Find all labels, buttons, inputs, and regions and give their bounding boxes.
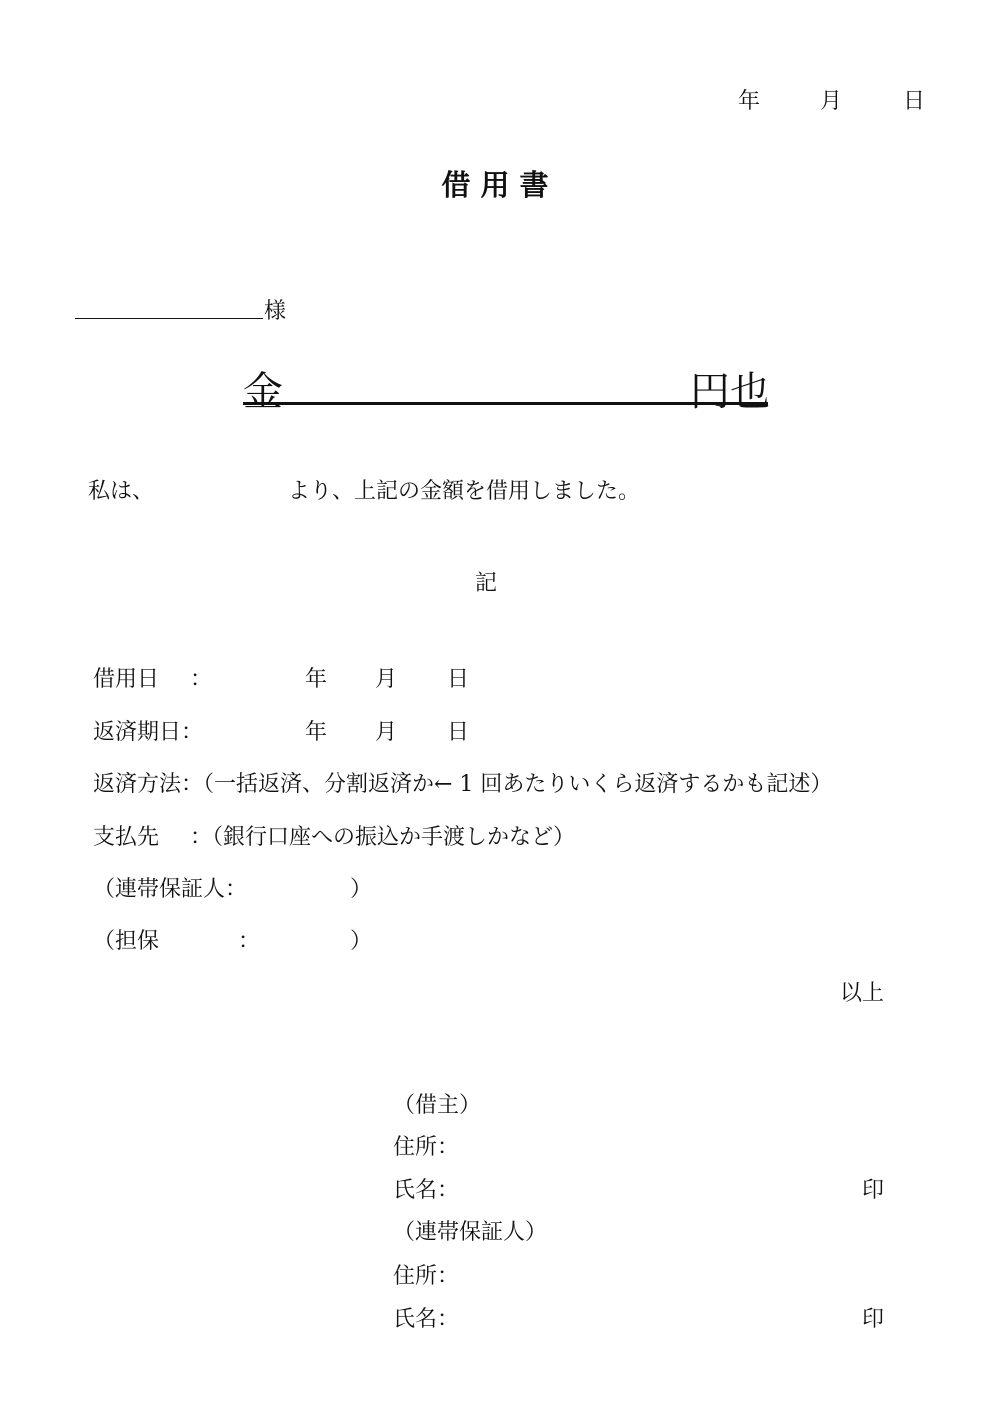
- amount-suffix: 円也: [690, 369, 770, 415]
- guarantor-name-label: 氏名：: [393, 1307, 460, 1332]
- statement-part1: 私は、: [88, 479, 155, 504]
- guarantor-close: ）: [350, 877, 373, 902]
- borrow-date-day: 日: [447, 667, 470, 692]
- document-title: 借用書: [441, 168, 559, 202]
- header-day: 日: [903, 89, 926, 114]
- borrow-date-month: 月: [375, 667, 398, 692]
- payee-text: ：（銀行口座への振込か手渡しかなど）: [190, 825, 576, 850]
- borrower-name-label: 氏名：: [393, 1178, 460, 1203]
- borrower-address-label: 住所：: [393, 1135, 460, 1160]
- payee-label: 支払先: [93, 825, 160, 850]
- statement-part2: より、上記の金額を借用しました。: [288, 479, 641, 504]
- collateral-open: （担保: [93, 929, 160, 954]
- guarantor-sig-heading: （連帯保証人）: [393, 1220, 548, 1245]
- guarantor-seal: 印: [862, 1307, 885, 1332]
- borrower-heading: （借主）: [393, 1093, 482, 1118]
- borrower-seal: 印: [862, 1178, 885, 1203]
- borrow-date-year: 年: [305, 667, 328, 692]
- borrow-date-label: 借用日: [93, 667, 160, 692]
- due-date-month: 月: [375, 720, 398, 745]
- addressee-honorific: 様: [264, 299, 287, 324]
- amount-underline: [243, 402, 768, 405]
- repayment-method: 返済方法：（一括返済、分割返済か← 1 回あたりいくら返済するかも記述）: [93, 772, 833, 797]
- due-date-day: 日: [447, 720, 470, 745]
- guarantor-address-label: 住所：: [393, 1264, 460, 1289]
- collateral-close: ）: [350, 929, 373, 954]
- header-year: 年: [738, 89, 761, 114]
- collateral-colon: ：: [238, 929, 261, 954]
- header-month: 月: [820, 89, 843, 114]
- guarantor-open: （連帯保証人：: [93, 877, 248, 902]
- due-date-year: 年: [305, 720, 328, 745]
- due-date-label: 返済期日：: [93, 720, 204, 745]
- addressee-line: [75, 318, 263, 319]
- amount-prefix: 金: [243, 369, 283, 415]
- closing-text: 以上: [840, 981, 885, 1006]
- borrow-date-colon: ：: [190, 667, 213, 692]
- ki-heading: 記: [475, 571, 498, 596]
